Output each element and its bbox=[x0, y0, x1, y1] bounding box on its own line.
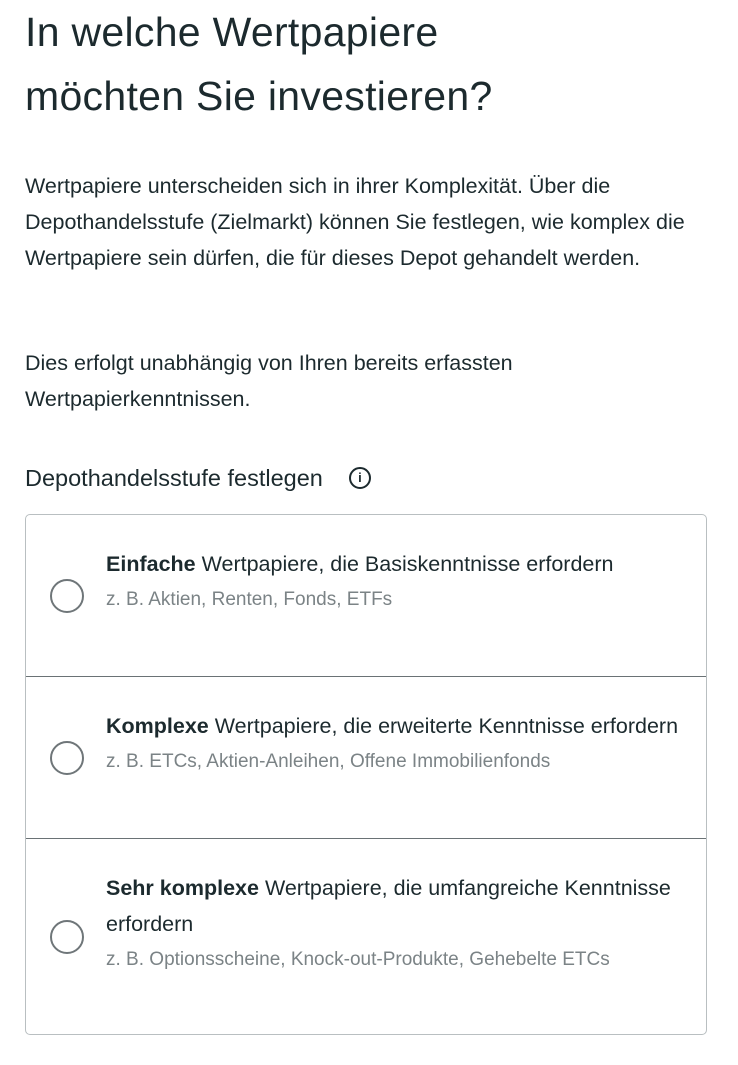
radio-button[interactable] bbox=[50, 579, 84, 613]
option-text: Wertpapiere, die Basiskenntnisse erfordern bbox=[195, 552, 614, 576]
option-complex[interactable] bbox=[26, 676, 706, 838]
info-icon[interactable]: i bbox=[349, 467, 371, 489]
page-title: In welche Wertpapiere möchten Sie investieren? bbox=[25, 9, 493, 119]
option-bold: Einfache bbox=[106, 552, 196, 576]
section-title: Depothandelsstufe festlegen bbox=[25, 465, 323, 491]
option-text: Wertpapiere, die erweiterte Kenntnisse erfordern bbox=[208, 714, 679, 738]
option-label bbox=[106, 708, 686, 780]
radio-button[interactable] bbox=[50, 920, 84, 954]
option-examples: z. B. Aktien, Renten, Fonds, ETFs bbox=[106, 589, 393, 610]
option-bold: Komplexe bbox=[106, 714, 209, 738]
option-simple[interactable] bbox=[26, 515, 706, 676]
note-text: Dies erfolgt unabhängig von Ihren bereits erfassten Wertpapierkenntnissen. bbox=[25, 351, 513, 411]
option-bold: Sehr komplexe bbox=[106, 876, 259, 900]
radio-button[interactable] bbox=[50, 741, 84, 775]
intro-text: Wertpapiere unterscheiden sich in ihrer Komplexität. Über die Depothandelsstufe (Zielmarkt) können Sie festlegen, wie komplex die Wertpapiere sein dürfen, die für dieses Depot gehandelt werden. bbox=[25, 174, 685, 270]
section-header bbox=[25, 460, 371, 496]
trading-level-radio-group bbox=[25, 514, 707, 1035]
option-examples: z. B. Optionsscheine, Knock-out-Produkte, Gehebelte ETCs bbox=[106, 949, 610, 970]
option-label bbox=[106, 546, 686, 618]
option-examples: z. B. ETCs, Aktien-Anleihen, Offene Immobilienfonds bbox=[106, 751, 551, 772]
option-very-complex[interactable] bbox=[26, 838, 706, 1034]
option-text: Wertpapiere, die umfangreiche Kenntnisse erfordern bbox=[106, 876, 671, 936]
option-label bbox=[106, 870, 686, 978]
